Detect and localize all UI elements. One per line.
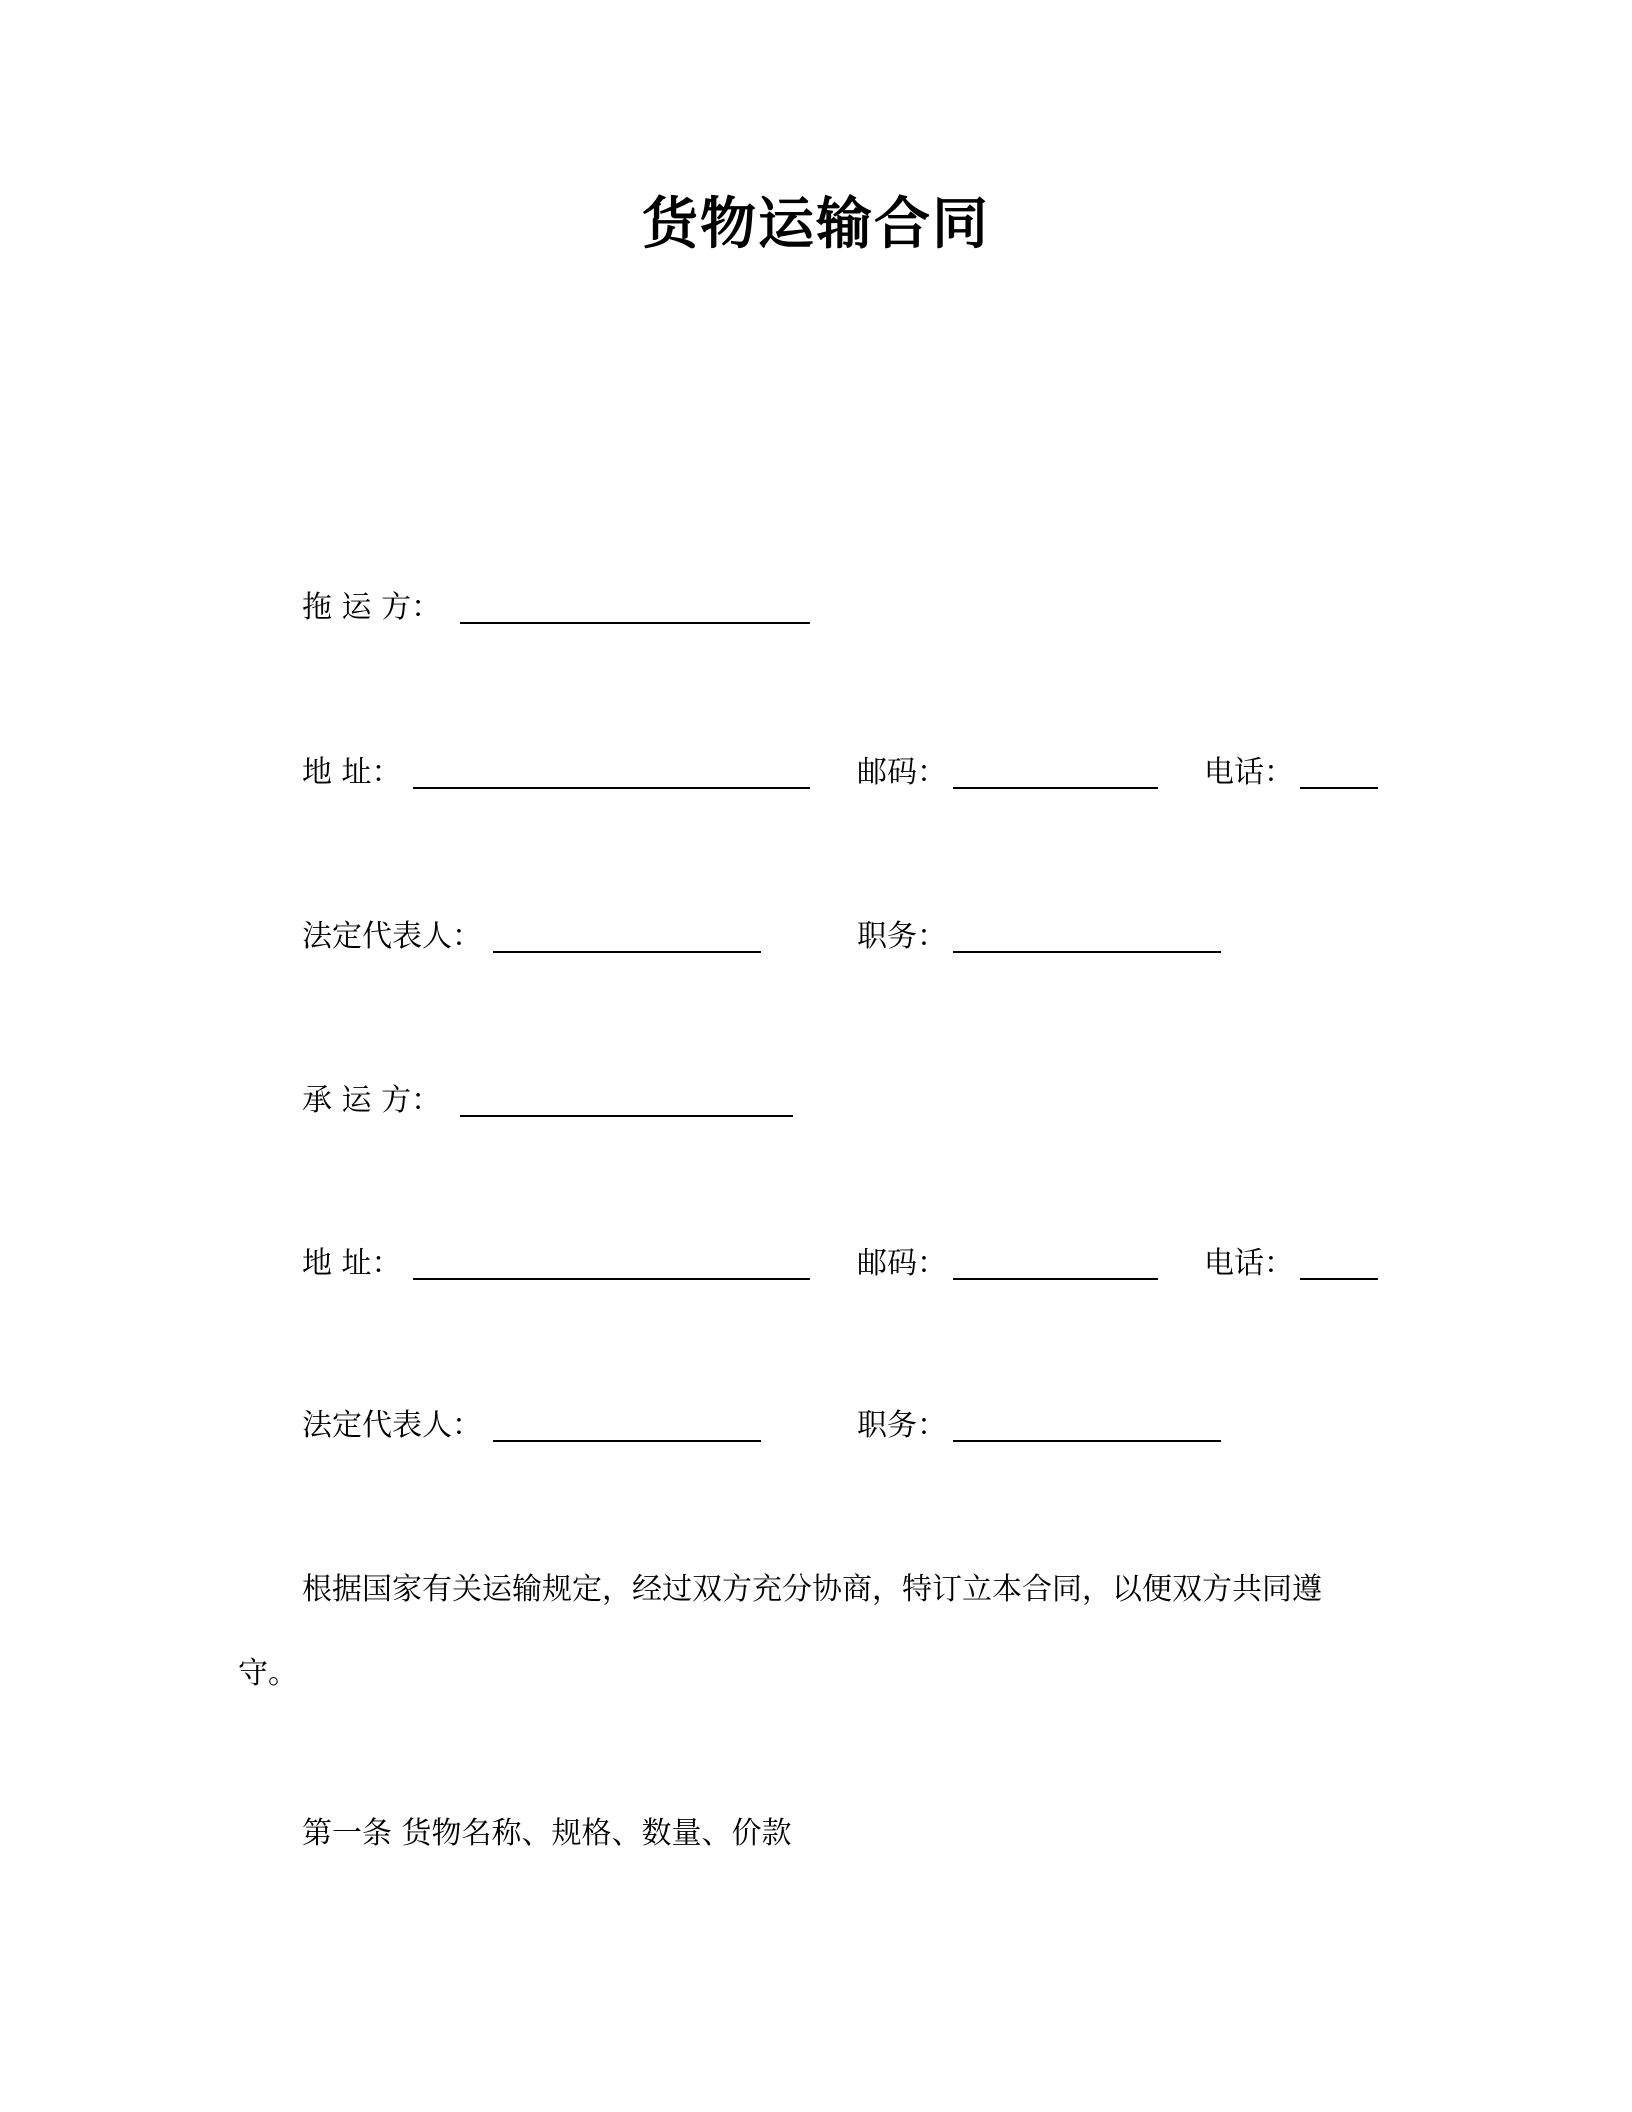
shipper-party-blank[interactable]	[460, 622, 810, 624]
article-1-heading: 第一条 货物名称、规格、数量、价款	[302, 1816, 792, 1851]
carrier-party-label: 承 运 方：	[302, 1083, 442, 1118]
carrier-phone-blank[interactable]	[1300, 1278, 1378, 1280]
shipper-position-label: 职务：	[857, 919, 947, 954]
shipper-position-blank[interactable]	[953, 951, 1221, 953]
shipper-address-label: 地 址：	[302, 755, 402, 790]
carrier-phone-label: 电话：	[1204, 1246, 1294, 1281]
carrier-postcode-blank[interactable]	[953, 1278, 1158, 1280]
shipper-address-blank[interactable]	[413, 787, 810, 789]
document-title: 货物运输合同	[642, 192, 990, 257]
carrier-address-blank[interactable]	[413, 1278, 810, 1280]
preamble-line-1: 根据国家有关运输规定，经过双方充分协商，特订立本合同，以便双方共同遵	[302, 1572, 1322, 1607]
shipper-postcode-blank[interactable]	[953, 787, 1158, 789]
shipper-phone-blank[interactable]	[1300, 787, 1378, 789]
carrier-position-blank[interactable]	[953, 1440, 1221, 1442]
carrier-postcode-label: 邮码：	[857, 1246, 947, 1281]
shipper-party-label: 拖 运 方：	[302, 590, 442, 625]
carrier-party-blank[interactable]	[460, 1115, 793, 1117]
shipper-phone-label: 电话：	[1204, 755, 1294, 790]
shipper-legal-rep-label: 法定代表人：	[302, 919, 482, 954]
carrier-address-label: 地 址：	[302, 1246, 402, 1281]
preamble-line-2: 守。	[238, 1656, 298, 1691]
shipper-postcode-label: 邮码：	[857, 755, 947, 790]
carrier-legal-rep-label: 法定代表人：	[302, 1408, 482, 1443]
carrier-position-label: 职务：	[857, 1408, 947, 1443]
shipper-legal-rep-blank[interactable]	[493, 951, 761, 953]
carrier-legal-rep-blank[interactable]	[493, 1440, 761, 1442]
